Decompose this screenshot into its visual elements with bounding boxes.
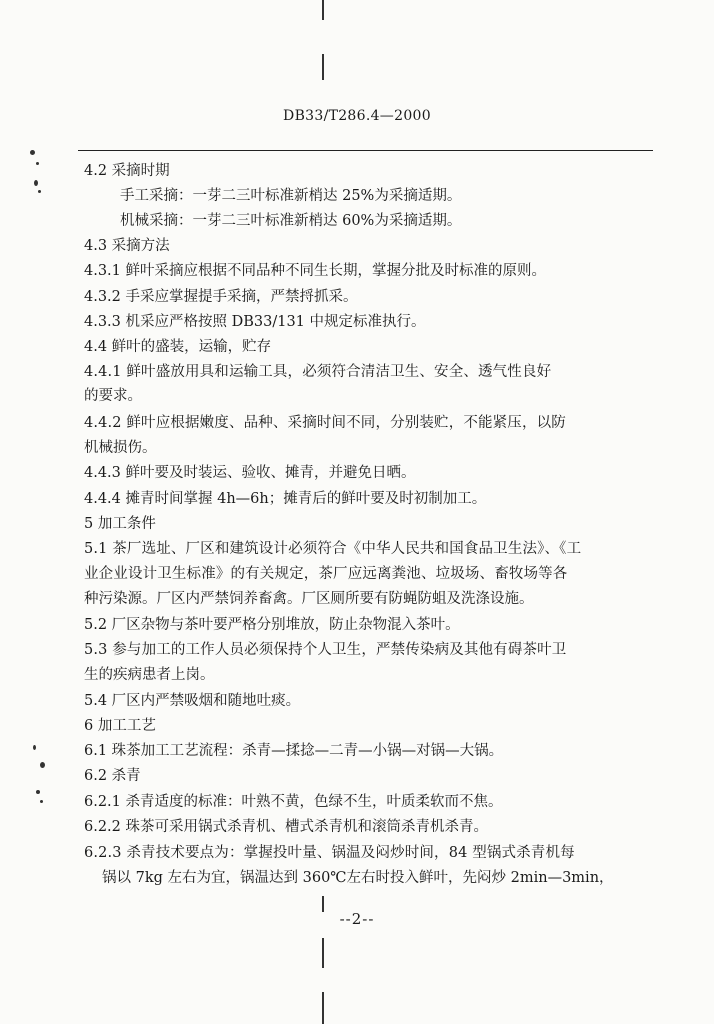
text-line: 手工采摘：一芽二三叶标准新梢达 25%为采摘适期。	[120, 188, 462, 204]
text-line: 业企业设计卫生标准》的有关规定，茶厂应远离粪池、垃圾场、畜牧场等各	[84, 566, 568, 582]
text-line: 种污染源。厂区内严禁饲养畜禽。厂区厕所要有防蝇防蛆及洗涤设施。	[84, 591, 534, 607]
text-line: 生的疾病患者上岗。	[84, 667, 215, 683]
margin-speck	[36, 790, 40, 794]
margin-speck	[40, 800, 43, 803]
text-line: 5.1 茶厂选址、厂区和建筑设计必须符合《中华人民共和国食品卫生法》、《工	[84, 541, 582, 557]
text-line: 4.3.1 鲜叶采摘应根据不同品种不同生长期，掌握分批及时标准的原则。	[84, 263, 547, 279]
text-line: 4.3.2 手采应掌握提手采摘，严禁捋抓采。	[84, 289, 358, 305]
text-line: 机械采摘：一芽二三叶标准新梢达 60%为采摘适期。	[120, 213, 462, 229]
text-line: 6.1 珠茶加工工艺流程：杀青—揉捻—二青—小锅—对锅—大锅。	[84, 743, 504, 759]
section-4-4-heading: 4.4 鲜叶的盛装，运输，贮存	[84, 339, 272, 355]
margin-speck	[30, 150, 35, 155]
text-line: 机械损伤。	[84, 440, 157, 456]
margin-speck	[36, 162, 39, 165]
text-line: 4.4.1 鲜叶盛放用具和运输工具，必须符合清洁卫生、安全、透气性良好	[84, 364, 552, 380]
text-line: 6.2.2 珠茶可采用锅式杀青机、槽式杀青机和滚筒杀青机杀青。	[84, 819, 489, 835]
scan-mark-bottom-3	[322, 992, 324, 1024]
section-4-3-heading: 4.3 采摘方法	[84, 238, 170, 254]
text-line: 4.4.2 鲜叶应根据嫩度、品种、采摘时间不同，分别装贮，不能紧压，以防	[84, 415, 566, 431]
text-line: 5.3 参与加工的工作人员必须保持个人卫生，严禁传染病及其他有碍茶叶卫	[84, 642, 567, 658]
page-number: --2--	[339, 910, 375, 928]
margin-speck	[33, 745, 36, 750]
section-4-2-heading: 4.2 采摘时期	[84, 163, 170, 179]
section-5-heading: 5 加工条件	[84, 516, 156, 532]
margin-speck	[34, 180, 38, 186]
text-line: 的要求。	[84, 388, 142, 404]
text-line: 4.4.4 摊青时间掌握 4h—6h；摊青后的鲜叶要及时初制加工。	[84, 491, 487, 507]
text-line: 4.4.3 鲜叶要及时装运、验收、摊青，并避免日晒。	[84, 465, 416, 481]
scan-mark-bottom-2	[322, 938, 324, 968]
standard-code: DB33/T286.4—2000	[283, 108, 431, 124]
text-line: 锅以 7kg 左右为宜，锅温达到 360℃左右时投入鲜叶，先闷炒 2min—3min，	[102, 870, 614, 886]
margin-speck	[38, 190, 41, 193]
text-line: 5.2 厂区杂物与茶叶要严格分别堆放，防止杂物混入茶叶。	[84, 617, 460, 633]
text-line: 5.4 厂区内严禁吸烟和随地吐痰。	[84, 693, 301, 709]
text-line: 6.2.1 杀青适度的标准：叶熟不黄，色绿不生，叶质柔软而不焦。	[84, 794, 503, 810]
text-line: 4.3.3 机采应严格按照 DB33/131 中规定标准执行。	[84, 314, 426, 330]
section-6-heading: 6 加工工艺	[84, 718, 156, 734]
text-line: 6.2.3 杀青技术要点为：掌握投叶量、锅温及闷炒时间，84 型锅式杀青机每	[84, 845, 575, 861]
section-6-2-heading: 6.2 杀青	[84, 768, 141, 784]
margin-speck	[40, 762, 45, 768]
